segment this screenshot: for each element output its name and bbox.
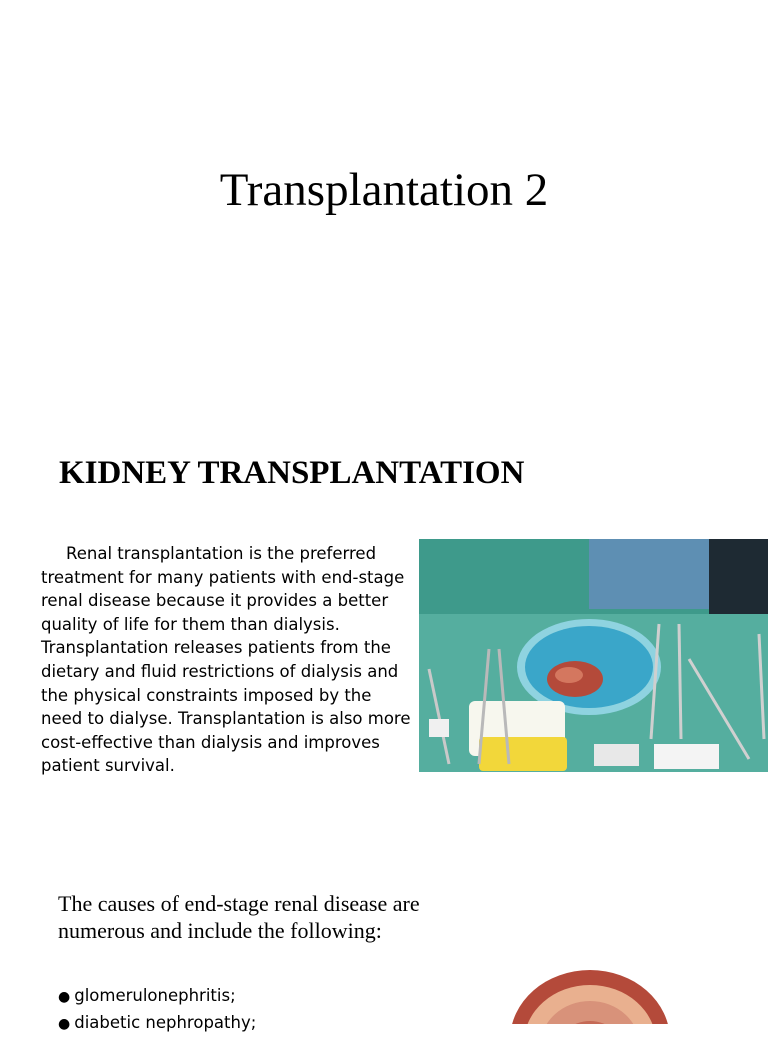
list-item [58, 983, 256, 1010]
intro-paragraph: Renal transplantation is the preferred treatment for many patients with end-stage renal disease because it provides a better quality of life for them than dialysis. Transplantation releases patients from the dietary and fluid restrictions of dialysis and the physical constraints imposed by the need to dialyse. Transplantation is also more cost-effective than dialysis and improves patient survival. [41, 544, 411, 776]
section-heading: KIDNEY TRANSPLANTATION [59, 455, 525, 491]
surgery-photo [419, 539, 768, 772]
kidney-illustration [500, 965, 680, 1024]
list-item-text: diabetic nephropathy; [74, 1013, 257, 1032]
slide-title: Transplantation 2 [219, 164, 549, 216]
surgery-photo-graphic [419, 539, 768, 772]
causes-intro: The causes of end-stage renal disease are numerous and include the following: [58, 891, 420, 943]
list-item-text: glomerulonephritis; [74, 986, 236, 1005]
kidney-illustration-graphic [500, 965, 680, 1024]
bullet-icon: ● [58, 989, 71, 1005]
bullet-icon: ● [58, 1016, 71, 1032]
causes-list [58, 983, 256, 1037]
